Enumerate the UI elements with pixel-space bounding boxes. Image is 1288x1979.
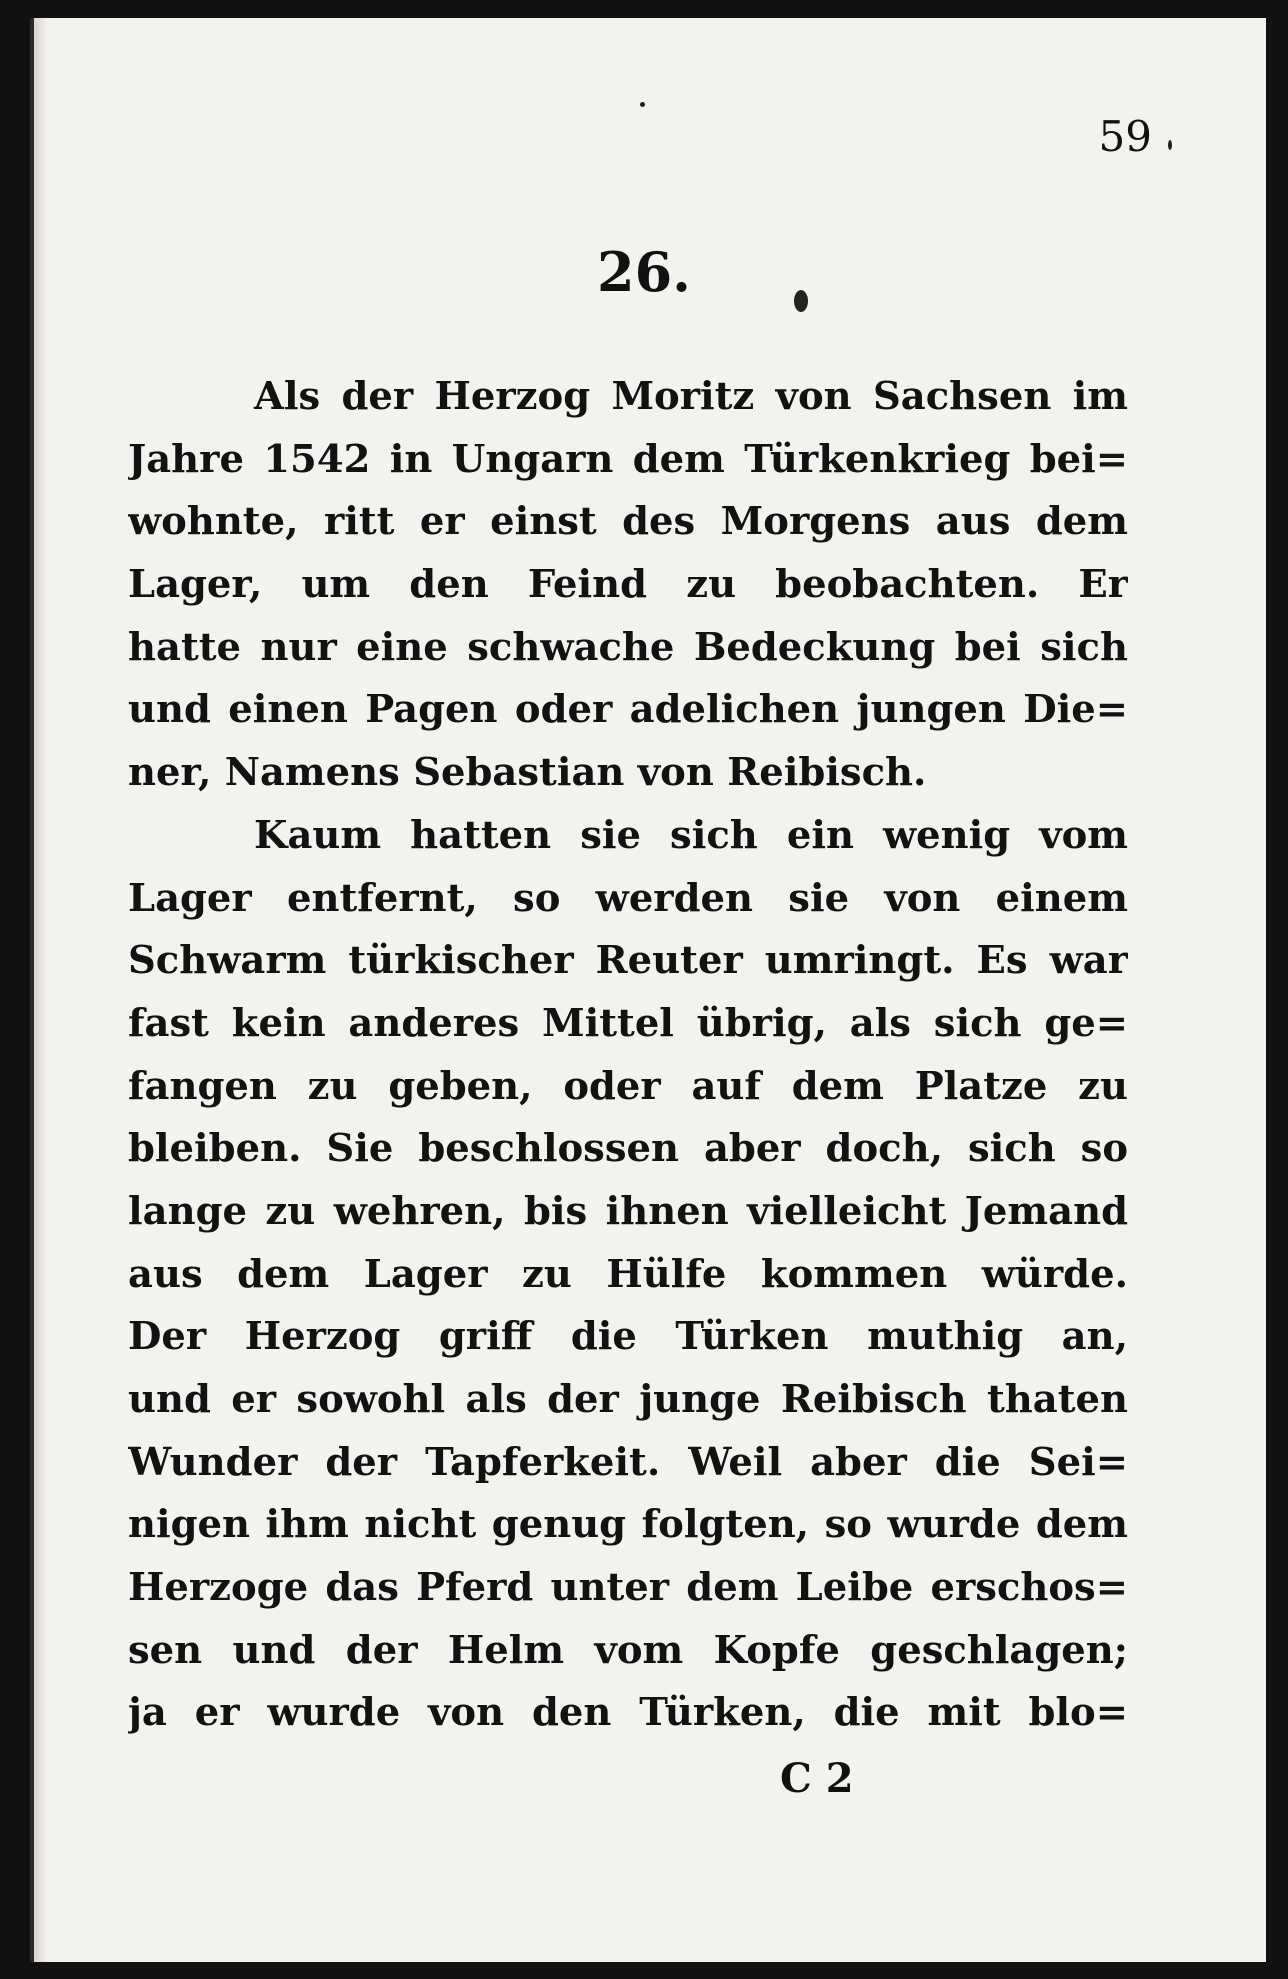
text-line: und er sowohl als der junge Reibisch thaten [128, 1377, 1128, 1422]
text-line: nigen ihm nicht genug folgten, so wurde dem [128, 1502, 1128, 1548]
text-line: Schwarm türkischer Reuter umringt. Es war [128, 938, 1128, 984]
text-line: Der Herzog griff die Türken muthig an, [128, 1314, 1128, 1360]
text-line: bleiben. Sie beschlossen aber doch, sich so [128, 1126, 1128, 1172]
text-line: Lager entfernt, so werden sie von einem [128, 875, 1128, 921]
text-line: hatte nur eine schwache Bedeckung bei sich [128, 624, 1128, 670]
text-line: lange zu wehren, bis ihnen vielleicht Jemand [128, 1188, 1128, 1234]
text-line: Wunder der Tapferkeit. Weil aber die Sei= [128, 1439, 1128, 1485]
signature-mark: C 2 [780, 1755, 854, 1802]
text-line: Kaum hatten sie sich ein wenig vom [254, 812, 1128, 858]
text-line: und einen Pagen oder adelichen jungen Die= [128, 687, 1128, 733]
text-line: wohnte, ritt er einst des Morgens aus dem [128, 499, 1128, 545]
text-line: ja er wurde von den Türken, die mit blo= [128, 1690, 1128, 1736]
text-line: Lager, um den Feind zu beobachten. Er [128, 562, 1128, 608]
text-line: aus dem Lager zu Hülfe kommen würde. [128, 1251, 1128, 1297]
body-text [128, 366, 1128, 1745]
text-line: Als der Herzog Moritz von Sachsen im [254, 374, 1128, 419]
text-line: fast kein anderes Mittel übrig, als sich ge= [128, 1000, 1128, 1046]
page-number: 59 [1098, 112, 1152, 161]
chapter-heading: 26. [597, 240, 691, 304]
ink-speck [640, 102, 645, 107]
text-line: fangen zu geben, oder auf dem Platze zu [128, 1063, 1128, 1109]
text-line: ner, Namens Sebastian von Reibisch. [128, 750, 927, 796]
ink-speck [1168, 140, 1172, 150]
text-line: Herzoge das Pferd unter dem Leibe erschos= [128, 1565, 1128, 1611]
ink-speck [794, 290, 808, 312]
text-line: sen und der Helm vom Kopfe geschlagen; [128, 1627, 1128, 1673]
text-line: Jahre 1542 in Ungarn dem Türkenkrieg bei= [128, 436, 1128, 482]
page-gutter [34, 18, 48, 1962]
